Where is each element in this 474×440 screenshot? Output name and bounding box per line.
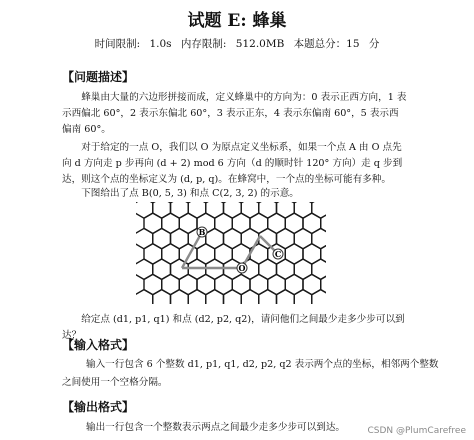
point-c-marker [273, 249, 283, 259]
hex-cell [312, 290, 326, 304]
hex-cell [136, 290, 153, 304]
honeycomb-figure [136, 202, 326, 304]
hex-cell [241, 290, 259, 304]
hex-cell [241, 202, 259, 218]
description-paragraph-2: 对于给定的一点 O，我们以 O 为原点定义坐标系，如果一个点 A 由 O 点先向 d 方向走 p 步再向 (d + 2) mod 6 方向（d 的顺时针 120° 方向）走 q 步到达，则这个点的坐标定义为 (d, p, q)。在蜂窝中，一个点的坐标可能有多种。 [62, 142, 403, 185]
input-format-heading: 【输入格式】 [62, 338, 135, 352]
problem-title: 试题 E: 蜂巢 [187, 11, 287, 31]
hex-cell [224, 202, 242, 218]
figure-caption: 下图给出了点 B(0, 5, 3) 和点 C(2, 3, 2) 的示意。 [81, 188, 299, 199]
point-o-label: O [238, 263, 246, 273]
description-paragraph-1: 蜂巢由大量的六边形拼接而成，定义蜂巢中的方向为：0 表示正西方向，1 表示西偏北 60°，2 表示东偏北 60°，3 表示正东，4 表示东偏南 60°，5 表示西偏南 60°。 [62, 92, 407, 135]
hex-grid [136, 202, 326, 304]
total-score: 本题总分：15 分 [293, 38, 380, 50]
output-format-heading: 【输出格式】 [62, 400, 135, 414]
point-b-label: B [198, 227, 206, 237]
hex-cell [188, 290, 206, 304]
hex-cell [224, 290, 242, 304]
point-o-marker [237, 263, 247, 273]
hex-cell [312, 259, 326, 279]
hex-cell [294, 202, 312, 218]
hex-cell [277, 290, 295, 304]
point-b-marker [197, 227, 207, 237]
hex-cell [277, 202, 295, 218]
hex-cell [259, 202, 277, 218]
hex-cell [153, 202, 171, 218]
description-heading: 【问题描述】 [62, 70, 135, 84]
hex-cell [153, 290, 171, 304]
hex-cell [259, 290, 277, 304]
csdn-watermark: CSDN @PlumCarefree [367, 426, 466, 436]
hex-cell [312, 228, 326, 248]
hex-cell [188, 202, 206, 218]
output-format-line: 输出一行包含一个整数表示两点之间最少走多少步可以到达。 [86, 422, 346, 433]
limits-line [0, 36, 474, 51]
point-c-label: C [274, 249, 282, 259]
memory-limit: 内存限制: 512.0MB [180, 38, 285, 50]
hex-cell [294, 290, 312, 304]
input-format-line-2: 之间使用一个空格分隔。 [62, 377, 168, 388]
hex-cell [171, 290, 189, 304]
input-format-line-1: 输入一行包含 6 个整数 d1, p1, q1, d2, p2, q2 表示两个点的坐标，相邻两个整数 [86, 359, 439, 370]
hex-cell [136, 202, 153, 218]
hex-cell [171, 202, 189, 218]
question-paragraph: 给定点 (d1, p1, q1) 和点 (d2, p2, q2)，请问他们之间最少走多少步可以到达？ [62, 314, 405, 341]
time-limit: 时间限制: 1.0s [94, 38, 172, 50]
hex-cell [206, 290, 224, 304]
hex-cell [206, 202, 224, 218]
